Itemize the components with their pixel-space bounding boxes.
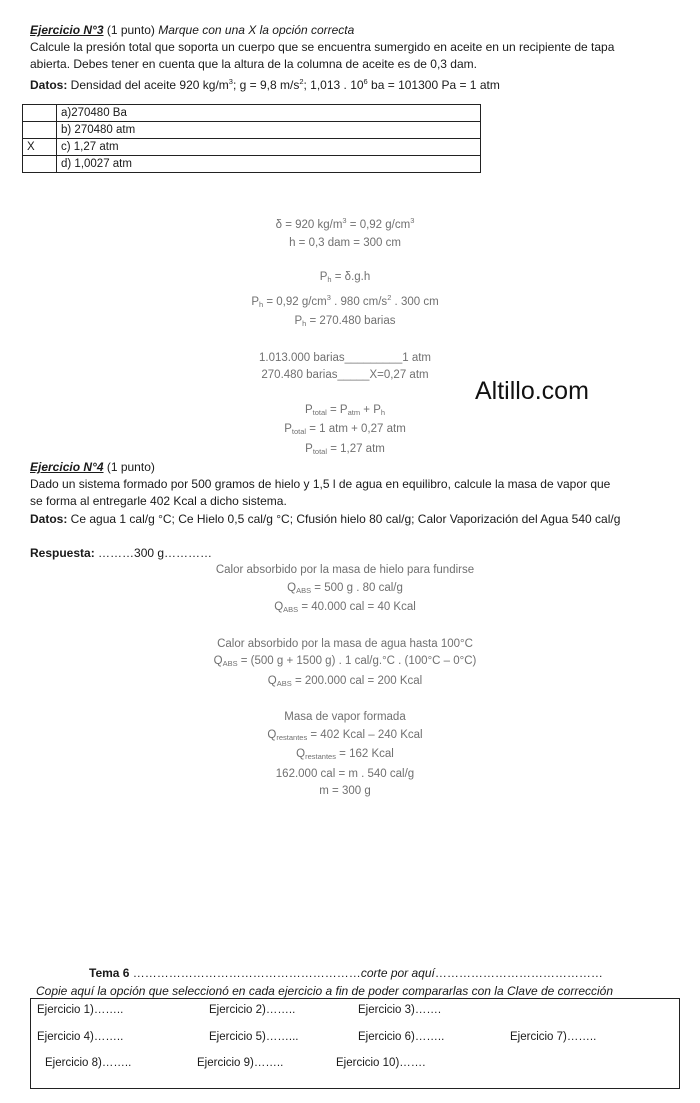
calc-text: P xyxy=(251,295,259,308)
calc-sup: 3 xyxy=(326,292,331,302)
ex4-data-label: Datos: xyxy=(30,512,68,526)
calc-text: . 980 cm/s xyxy=(330,295,388,308)
calc-sub: h xyxy=(380,407,386,417)
calc-text: = (500 g + 1500 g) . 1 cal/g.°C . (100°C – 0°C) xyxy=(237,655,477,667)
option-text: a)270480 Ba xyxy=(57,105,481,122)
option-row[interactable] xyxy=(23,105,481,122)
copy-instruction-text: Copie aquí la opción que seleccionó en cada ejercicio a fin de poder compararlas con la Clave de corrección xyxy=(36,984,614,998)
answer-cell-6[interactable]: Ejercicio 6)…….. xyxy=(358,1031,445,1043)
calc-text: Q xyxy=(274,601,284,613)
calc-text: = δ.g.h xyxy=(331,271,371,283)
calc-sub: ABS xyxy=(283,605,299,614)
calc-text: = 270.480 barias xyxy=(306,315,396,327)
cut-line xyxy=(89,965,603,982)
ex4-answer-value[interactable]: ………300 g………… xyxy=(94,546,213,560)
calc-text: = 200.000 cal = 200 Kcal xyxy=(291,674,423,687)
calc-line: m = 300 g xyxy=(319,785,371,797)
calc-line xyxy=(0,653,690,673)
answer-cell-5[interactable]: Ejercicio 5)……... xyxy=(209,1031,299,1043)
option-text: c) 1,27 atm xyxy=(57,139,481,156)
calc-text: = 1 atm + 0,27 atm xyxy=(306,423,406,435)
calc-line xyxy=(0,580,690,600)
answer-cell-3[interactable]: Ejercicio 3)……. xyxy=(358,1004,442,1016)
answer-cell-4[interactable]: Ejercicio 4)…….. xyxy=(37,1031,124,1043)
calc-heading: Calor absorbido por la masa de hielo para fundirse xyxy=(215,564,475,576)
calc-text: Q xyxy=(267,674,277,687)
cut-label: corte por aquí xyxy=(360,966,435,980)
ex4-heading xyxy=(30,459,155,476)
calc-sub: ABS xyxy=(222,659,238,668)
calc-sub: h xyxy=(258,299,264,309)
answer-cell-1[interactable]: Ejercicio 1)…….. xyxy=(37,1004,124,1016)
calc-text: Q xyxy=(213,655,223,667)
calc-text: P xyxy=(305,442,313,455)
calc-text: Q xyxy=(287,581,297,594)
ex4-data-text: Ce agua 1 cal/g °C; Ce Hielo 0,5 cal/g °C; Cfusión hielo 80 cal/g; Calor Vaporización del Agua 540 cal/g xyxy=(67,512,621,526)
calc-sub: h xyxy=(302,319,307,328)
calc-text: P xyxy=(319,271,328,283)
option-mark[interactable] xyxy=(23,156,57,173)
answer-cell-9[interactable]: Ejercicio 9)…….. xyxy=(197,1057,284,1069)
calc-text: . 300 cm xyxy=(391,295,439,308)
cut-dots: …………………………………… xyxy=(434,966,603,980)
calc-text: = 0,92 g/cm xyxy=(346,219,411,231)
calc-line: 1.013.000 barias_________1 atm xyxy=(258,351,431,364)
ex3-solution xyxy=(0,212,690,477)
answer-cell-7[interactable]: Ejercicio 7)…….. xyxy=(510,1031,597,1043)
brand-watermark: Altillo.com xyxy=(475,377,589,405)
ex3-data-conversion: ; 1,013 . 10 xyxy=(303,78,364,92)
calc-sub: restantes xyxy=(276,732,308,742)
calc-text: + P xyxy=(360,403,381,416)
calc-text: = 500 g . 80 cal/g xyxy=(311,581,403,594)
ex4-data xyxy=(30,511,620,528)
calc-sub: total xyxy=(291,427,307,436)
calc-line: 270.480 barias_____X=0,27 atm xyxy=(261,369,429,381)
ex3-heading xyxy=(30,22,354,39)
calc-text: P xyxy=(284,423,292,435)
calc-line xyxy=(0,673,690,693)
calc-line: h = 0,3 dam = 300 cm xyxy=(289,236,401,249)
ex3-data-sup: 2 xyxy=(299,77,304,86)
ex3-data-density: Densidad del aceite 920 kg/m xyxy=(67,78,229,92)
ex3-data-gravity: ; g = 9,8 m/s xyxy=(232,78,300,92)
calc-sub: h xyxy=(327,275,332,284)
option-row[interactable] xyxy=(23,156,481,173)
option-row[interactable] xyxy=(23,122,481,139)
ex3-data-label: Datos: xyxy=(30,78,68,92)
calc-sub: restantes xyxy=(305,752,336,761)
calc-text: Q xyxy=(267,728,277,741)
calc-line xyxy=(0,599,690,619)
calc-heading: Masa de vapor formada xyxy=(284,711,406,723)
ex4-answer xyxy=(30,545,212,562)
answer-cell-2[interactable]: Ejercicio 2)…….. xyxy=(209,1004,296,1016)
option-mark[interactable] xyxy=(23,105,57,122)
ex3-options-table xyxy=(22,104,481,173)
calc-text: = P xyxy=(326,403,348,416)
calc-line xyxy=(0,727,690,747)
calc-heading: Calor absorbido por la masa de agua hasta 100°C xyxy=(217,637,473,650)
ex3-instruction: Marque con una X la opción correcta xyxy=(158,23,355,37)
option-row[interactable] xyxy=(23,139,481,156)
calc-line xyxy=(0,421,690,441)
calc-text: = 1,27 atm xyxy=(327,442,385,455)
calc-text: δ = 920 kg/m xyxy=(275,219,343,231)
calc-line xyxy=(0,212,690,235)
calc-sub: atm xyxy=(347,407,361,417)
ex3-data xyxy=(30,73,500,94)
cut-dots: ………………………………………………… xyxy=(129,966,361,980)
ex3-data-sup: 6 xyxy=(363,77,368,86)
ex3-title: Ejercicio N°3 xyxy=(30,23,104,37)
answer-cell-8[interactable]: Ejercicio 8)…….. xyxy=(45,1057,132,1069)
ex3-statement-line2: abierta. Debes tener en cuenta que la altura de la columna de aceite es de 0,3 dam. xyxy=(30,57,477,71)
calc-line xyxy=(0,269,690,289)
ex3-statement-line1: Calcule la presión total que soporta un cuerpo que se encuentra sumergido en aceite en un recipiente de tapa xyxy=(30,40,615,54)
ex3-data-sup: 3 xyxy=(228,77,233,86)
calc-text: = 402 Kcal – 240 Kcal xyxy=(307,728,423,741)
ex4-statement-line2: se forma al entregarle 402 Kcal a dicho sistema. xyxy=(30,494,287,508)
calc-text: P xyxy=(294,315,303,327)
calc-sub: ABS xyxy=(276,678,292,688)
ex4-answer-label: Respuesta: xyxy=(30,546,95,560)
ex4-solution xyxy=(0,562,690,818)
calc-line xyxy=(0,313,690,333)
calc-sub: ABS xyxy=(296,585,312,595)
calc-sup: 2 xyxy=(387,292,392,302)
ex3-points: (1 punto) xyxy=(103,23,159,37)
calc-sub: total xyxy=(312,446,327,456)
calc-text: Q xyxy=(296,748,306,760)
option-text: d) 1,0027 atm xyxy=(57,156,481,173)
calc-text: = 0,92 g/cm xyxy=(263,295,327,308)
calc-line xyxy=(0,441,690,461)
ex4-points: (1 punto) xyxy=(103,460,155,474)
calc-line xyxy=(0,746,690,766)
calc-line xyxy=(0,289,690,314)
option-mark[interactable]: X xyxy=(23,139,57,156)
ex3-data-atm: ba = 101300 Pa = 1 atm xyxy=(367,78,500,92)
ex4-statement-line1: Dado un sistema formado por 500 gramos de hielo y 1,5 l de agua en equilibro, calcule la masa de vapor que xyxy=(30,477,611,491)
calc-sup: 3 xyxy=(410,216,415,225)
calc-sup: 3 xyxy=(342,216,347,225)
calc-sub: total xyxy=(312,407,327,417)
calc-line: 162.000 cal = m . 540 cal/g xyxy=(275,767,415,780)
tema-label: Tema 6 xyxy=(89,966,130,980)
option-mark[interactable] xyxy=(23,122,57,139)
calc-text: = 40.000 cal = 40 Kcal xyxy=(298,601,416,613)
answer-box xyxy=(30,998,680,1089)
answer-cell-10[interactable]: Ejercicio 10)……. xyxy=(336,1057,426,1069)
ex4-title: Ejercicio N°4 xyxy=(30,460,104,474)
calc-text: = 162 Kcal xyxy=(335,748,394,760)
option-text: b) 270480 atm xyxy=(57,122,481,139)
calc-text: P xyxy=(304,403,313,416)
